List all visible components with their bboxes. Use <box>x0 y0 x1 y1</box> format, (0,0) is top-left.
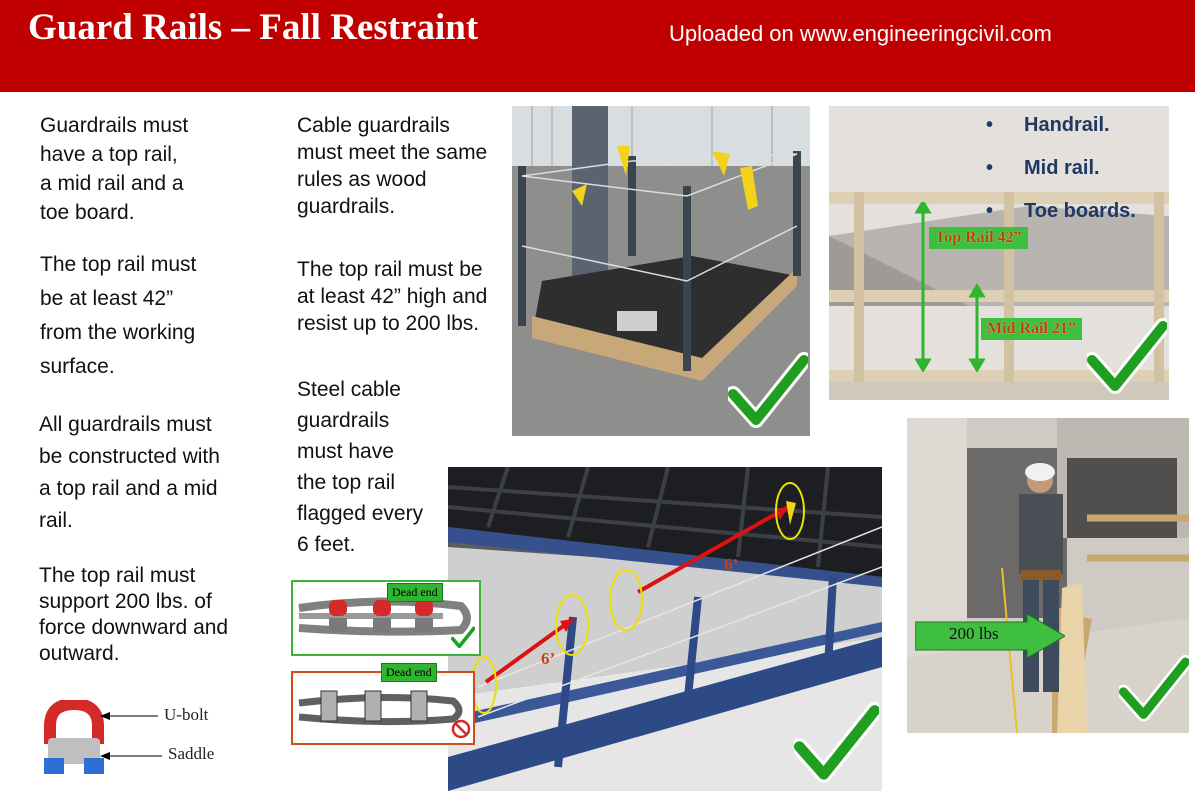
checkmark-icon <box>1119 654 1189 726</box>
checkmark-icon <box>728 352 808 432</box>
title-banner <box>0 0 1195 92</box>
clip-parts-diagram <box>40 700 240 782</box>
floor-opening-photo <box>512 106 810 436</box>
incorrect-dead-end-label: Dead end <box>381 663 437 682</box>
cable-guardrails-text: Cable guardrails must meet the same rules as wood guardrails. <box>297 114 488 218</box>
bullet-mid-rail: • Mid rail. <box>986 157 1136 200</box>
worker-rail-photo <box>907 418 1189 733</box>
top-rail-force-text: The top rail must support 200 lbs. of force downward and outward. <box>39 564 229 665</box>
cable-flagging-photo <box>448 467 882 791</box>
top-rail-label: Top Rail 42” <box>929 227 1028 249</box>
incorrect-clip-diagram <box>291 665 475 745</box>
checkmark-icon <box>1087 318 1167 398</box>
construction-text: All guardrails must be constructed with a top rail and a mid rail. <box>39 413 220 532</box>
cable-flagging-text: Steel cable guardrails must have the top rail flagged every 6 feet. <box>297 378 424 556</box>
saddle-label: Saddle <box>168 744 215 763</box>
prohibited-icon <box>451 719 471 739</box>
bullet-toe-boards: • Toe boards. <box>986 200 1136 243</box>
rail-components-list <box>986 114 1136 243</box>
cable-top-rail-text: The top rail must be at least 42” high and resist up to 200 lbs. <box>297 258 488 335</box>
force-label: 200 lbs <box>949 624 999 643</box>
slide-title: Guard Rails – Fall Restraint <box>28 7 479 48</box>
bullet-handrail: • Handrail. <box>986 114 1136 157</box>
checkmark-icon <box>794 702 879 787</box>
wood-guardrail-photo <box>829 106 1169 400</box>
mid-rail-label: Mid Rail 21” <box>981 318 1082 340</box>
guardrail-requirements-text: Guardrails must have a top rail, a mid rail and a toe board. <box>40 114 189 224</box>
spacing-label-2: 6’ <box>724 555 739 574</box>
spacing-label-1: 6’ <box>541 649 556 668</box>
checkmark-icon <box>451 626 475 650</box>
upload-note: Uploaded on www.engineeringcivil.com <box>669 21 1052 46</box>
u-bolt-label: U-bolt <box>164 705 209 724</box>
top-rail-height-text: The top rail must be at least 42” from the working surface. <box>40 253 197 378</box>
correct-dead-end-label: Dead end <box>387 583 443 602</box>
correct-clip-diagram <box>291 580 481 656</box>
